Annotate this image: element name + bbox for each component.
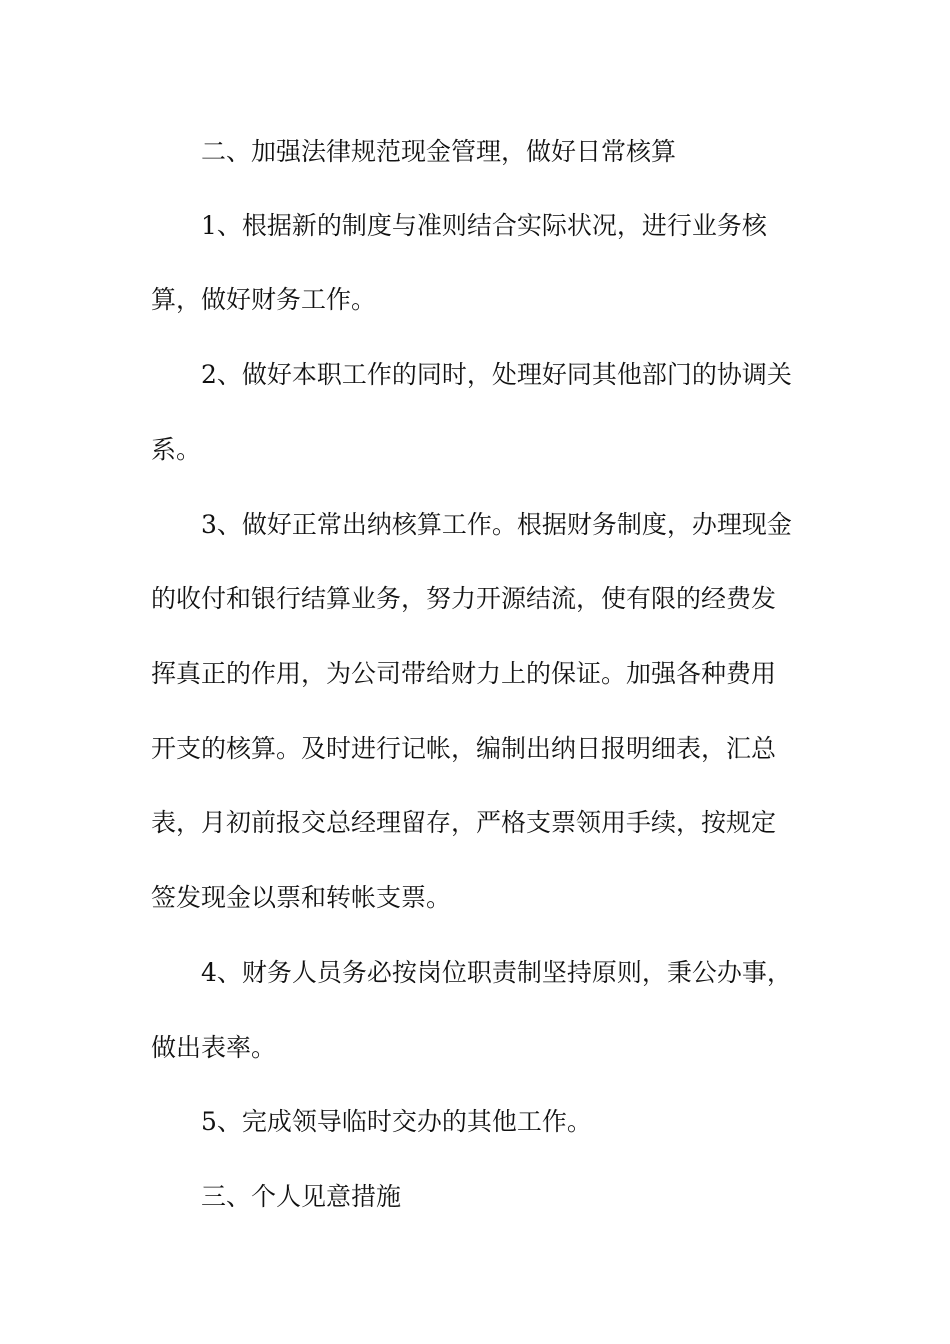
paragraph-line: 1、根据新的制度与准则结合实际状况，进行业务核 xyxy=(201,211,767,240)
paragraph-line: 5、完成领导临时交办的其他工作。 xyxy=(201,1107,592,1136)
paragraph-line: 挥真正的作用，为公司带给财力上的保证。加强各种费用 xyxy=(151,659,777,688)
section-heading-3: 三、个人见意措施 xyxy=(201,1182,402,1211)
paragraph-line: 3、做好正常出纳核算工作。根据财务制度，办理现金 xyxy=(201,510,792,539)
paragraph-line: 算，做好财务工作。 xyxy=(151,285,377,314)
paragraph-line: 开支的核算。及时进行记帐，编制出纳日报明细表，汇总 xyxy=(151,734,777,763)
paragraph-line: 4、财务人员务必按岗位职责制坚持原则，秉公办事， xyxy=(201,958,792,987)
section-heading-2: 二、加强法律规范现金管理，做好日常核算 xyxy=(201,137,677,166)
paragraph-line: 签发现金以票和转帐支票。 xyxy=(151,883,452,912)
paragraph-line: 做出表率。 xyxy=(151,1033,277,1062)
paragraph-line: 表，月初前报交总经理留存，严格支票领用手续，按规定 xyxy=(151,808,777,837)
paragraph-line: 系。 xyxy=(151,435,202,464)
paragraph-line: 的收付和银行结算业务，努力开源结流，使有限的经费发 xyxy=(151,584,777,613)
paragraph-line: 2、做好本职工作的同时，处理好同其他部门的协调关 xyxy=(201,360,792,389)
